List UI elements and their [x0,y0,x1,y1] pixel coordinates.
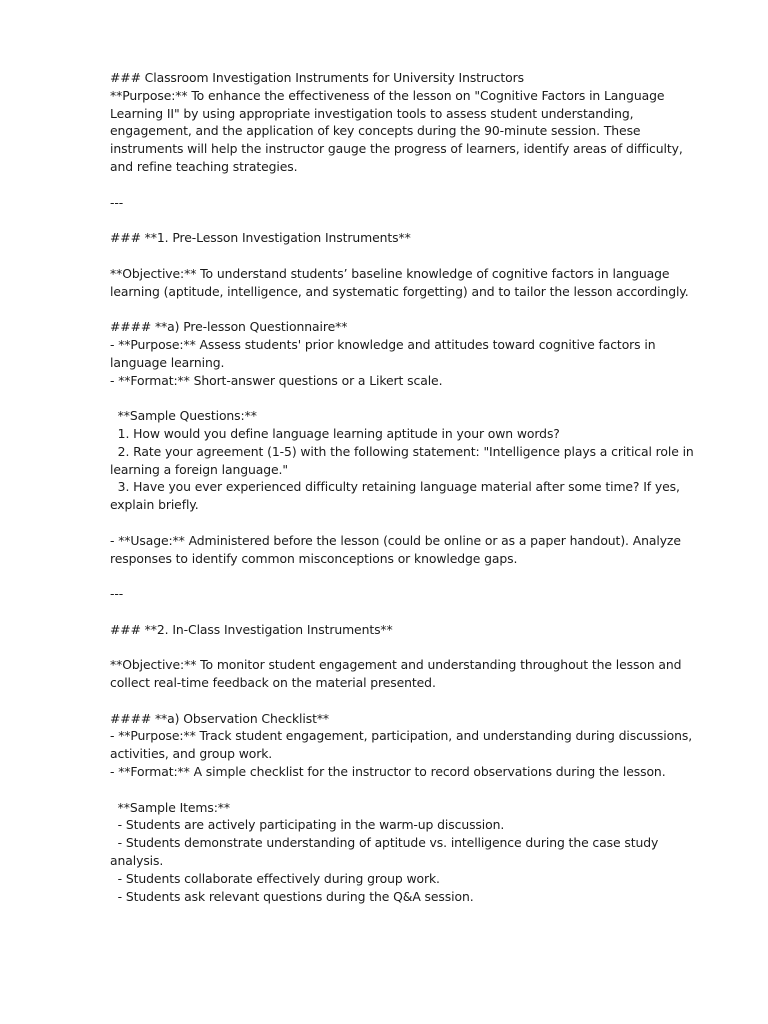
checklist-item: - Students ask relevant questions during the Q&A session. [110,888,474,904]
purpose-line: - **Purpose:** Assess students' prior knowledge and attitudes toward cognitive factors in [110,336,656,352]
section-1-heading: ### **1. Pre-Lesson Investigation Instruments** [110,230,411,246]
checklist-item: - Students are actively participating in the warm-up discussion. [110,817,505,833]
blank-line [110,567,725,585]
question-line: explain briefly. [110,497,199,513]
document-title: ### Classroom Investigation Instruments for University Instructors [110,70,524,85]
blank-line [110,692,725,710]
section-2-sample-label: **Sample Items:** [110,799,230,815]
blank-line [110,639,725,657]
document-page [110,69,725,905]
intro-paragraph [110,87,725,176]
purpose-line: activities, and group work. [110,746,273,762]
section-2-heading: ### **2. In-Class Investigation Instruments** [110,621,393,637]
question-line: learning a foreign language." [110,461,288,477]
divider: --- [110,194,124,210]
blank-line [110,603,725,621]
purpose-line: - **Purpose:** Track student engagement, participation, and understanding during discussions, [110,728,693,744]
section-2-items [110,816,725,905]
question-line: 3. Have you ever experienced difficulty retaining language material after some time? If yes, [110,479,680,495]
section-1-usage [110,532,725,568]
purpose-line: language learning. [110,354,225,370]
section-1-purpose [110,336,725,372]
blank-line [110,389,725,407]
intro-line: **Purpose:** To enhance the effectiveness of the lesson on "Cognitive Factors in Language [110,87,665,103]
question-line: 1. How would you define language learning aptitude in your own words? [110,425,560,441]
blank-line [110,211,725,229]
section-2-objective [110,656,725,692]
checklist-item: - Students collaborate effectively during group work. [110,870,440,886]
question-line: 2. Rate your agreement (1-5) with the following statement: "Intelligence plays a critical role in [110,443,694,459]
section-2-purpose [110,727,725,763]
usage-line: - **Usage:** Administered before the lesson (could be online or as a paper handout). Analyze [110,532,681,548]
intro-line: instruments will help the instructor gauge the progress of learners, identify areas of difficulty, [110,141,683,157]
checklist-item: - Students demonstrate understanding of aptitude vs. intelligence during the case study [110,835,659,851]
intro-line: engagement, and the application of key concepts during the 90-minute session. These [110,123,641,139]
objective-line: learning (aptitude, intelligence, and systematic forgetting) and to tailor the lesson accordingly. [110,283,689,299]
checklist-item: analysis. [110,853,164,869]
divider: --- [110,586,124,602]
intro-line: and refine teaching strategies. [110,158,298,174]
section-1-questions [110,425,725,514]
section-2-format: - **Format:** A simple checklist for the instructor to record observations during the lesson. [110,764,666,780]
usage-line: responses to identify common misconceptions or knowledge gaps. [110,550,518,566]
section-1-sample-label: **Sample Questions:** [110,408,257,424]
blank-line [110,300,725,318]
intro-line: Learning II" by using appropriate investigation tools to assess student understanding, [110,105,634,121]
blank-line [110,514,725,532]
blank-line [110,247,725,265]
blank-line [110,176,725,194]
section-2-subheading: #### **a) Observation Checklist** [110,710,330,726]
section-1-subheading: #### **a) Pre-lesson Questionnaire** [110,319,348,335]
section-1-objective [110,265,725,301]
objective-line: **Objective:** To understand students’ baseline knowledge of cognitive factors in language [110,265,670,281]
section-1-format: - **Format:** Short-answer questions or a Likert scale. [110,372,443,388]
blank-line [110,781,725,799]
objective-line: collect real-time feedback on the material presented. [110,675,436,691]
objective-line: **Objective:** To monitor student engagement and understanding throughout the lesson and [110,657,682,673]
